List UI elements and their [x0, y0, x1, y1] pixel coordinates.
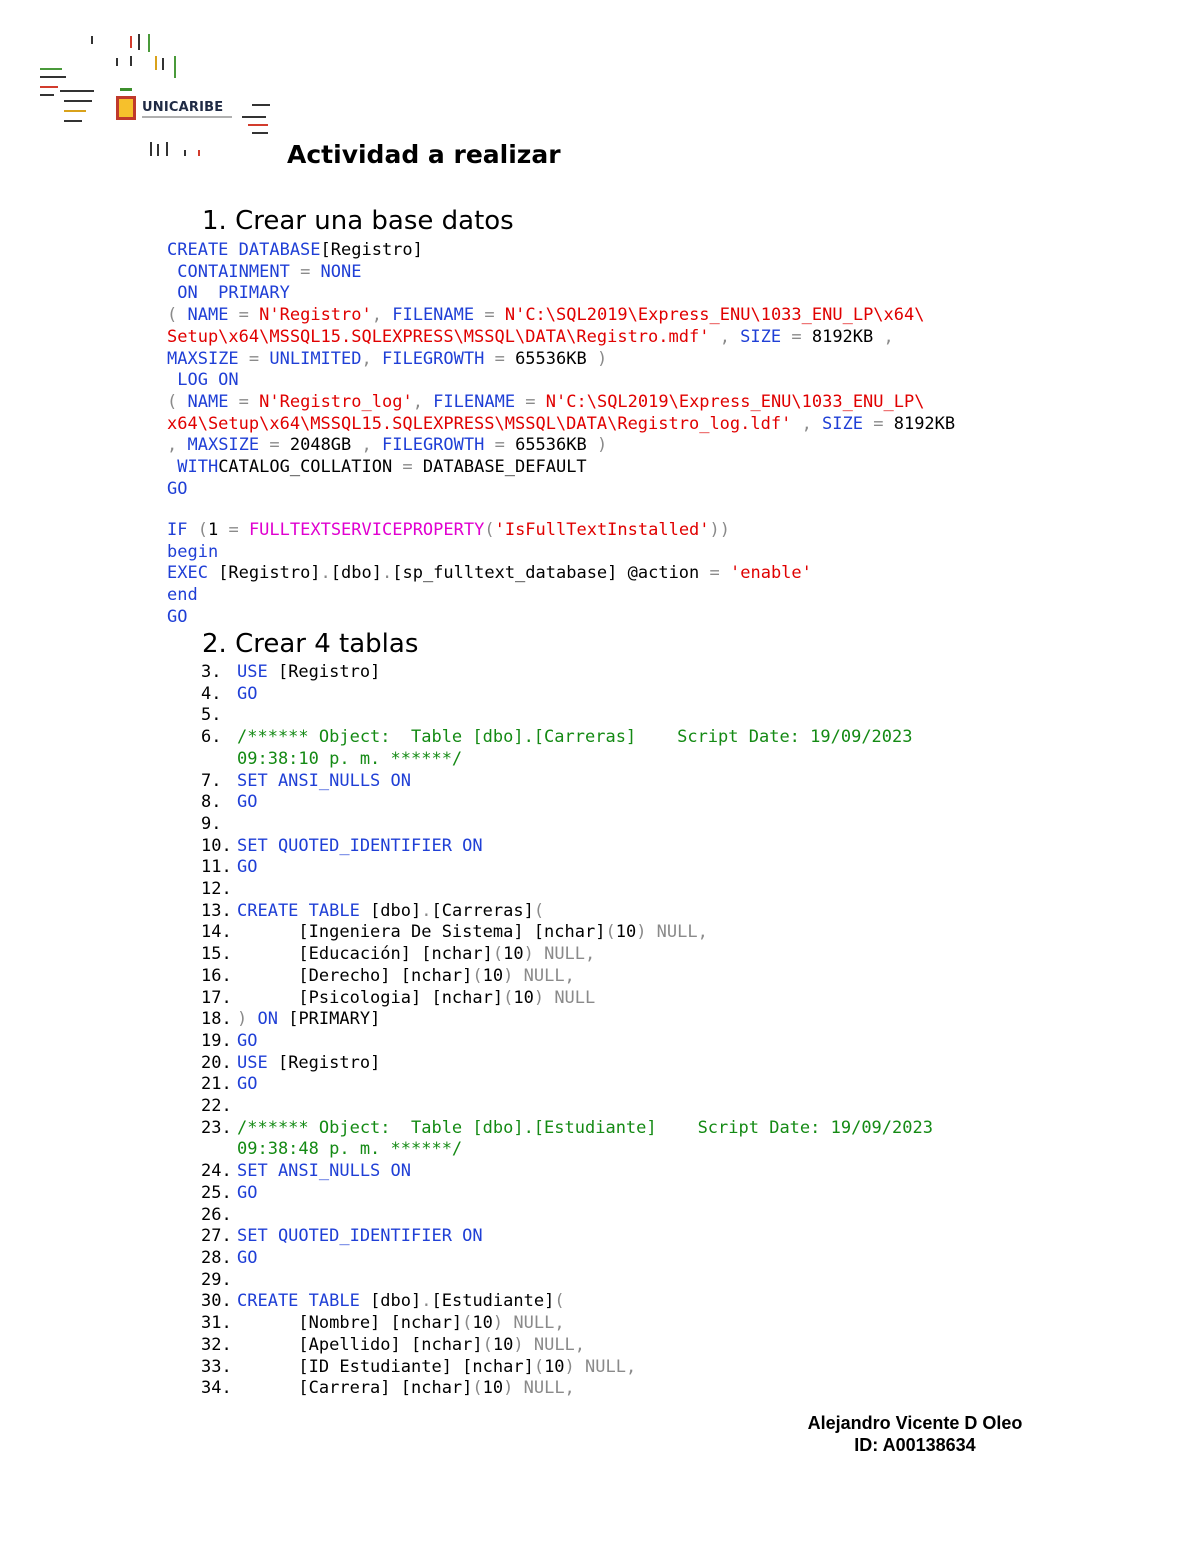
line-content	[237, 966, 575, 988]
code-token: ,	[361, 348, 382, 369]
code-token: [Derecho] [nchar]	[237, 965, 473, 986]
line-content	[237, 901, 544, 923]
code-token: =	[515, 391, 546, 412]
code-token: (	[167, 305, 188, 326]
list-item	[201, 727, 933, 749]
line-content	[237, 1248, 257, 1270]
code-token: =	[474, 305, 505, 326]
code-token: 10	[482, 965, 504, 986]
code-token: IF	[167, 520, 188, 540]
line-number: 17.	[201, 987, 232, 1008]
line-content	[237, 814, 247, 836]
line-content	[237, 1053, 380, 1075]
code-token: SIZE	[740, 326, 782, 347]
list-item	[201, 1031, 933, 1053]
line-content	[237, 1009, 380, 1031]
line-number: 4.	[201, 683, 222, 704]
line-number: 9.	[201, 813, 222, 834]
code-token: /****** Object: Table [dbo].[Carreras] Script Date: 19/09/2023	[237, 727, 913, 748]
code-token: ,	[791, 413, 823, 434]
list-item	[201, 836, 933, 858]
code-line	[167, 435, 955, 457]
code-token: [dbo]	[330, 563, 382, 584]
code-token: [Educación] [nchar]	[237, 944, 493, 965]
list-item	[201, 771, 933, 793]
code-token: NAME	[187, 305, 229, 326]
code-token: ) NULL,	[523, 944, 596, 965]
section-title: Crear 4 tablas	[235, 629, 419, 659]
code-token: (	[482, 1334, 493, 1355]
line-number: 7.	[201, 770, 222, 791]
list-item	[201, 1270, 933, 1292]
line-number: 22.	[201, 1096, 232, 1117]
code-token: 09:38:48 p. m. ******/	[237, 1139, 463, 1160]
code-token: /****** Object: Table [dbo].[Estudiante] Script Date: 19/09/2023	[237, 1117, 933, 1138]
line-content	[237, 1096, 247, 1118]
code-token: (	[187, 520, 208, 540]
code-token: ,	[873, 326, 894, 347]
line-content	[237, 857, 257, 879]
list-item	[201, 879, 933, 901]
line-content	[237, 1357, 636, 1379]
code-token: 10	[482, 1378, 504, 1399]
code-token: CREATE DATABASE	[167, 240, 321, 260]
code-token: 10	[472, 1313, 493, 1334]
logo-tagline	[142, 116, 232, 118]
list-item	[201, 749, 933, 771]
list-item	[201, 1205, 933, 1227]
line-content	[237, 1226, 483, 1248]
code-token: 10	[492, 1334, 514, 1355]
code-line	[167, 349, 955, 371]
code-token: (	[533, 1356, 545, 1377]
line-content	[237, 1270, 247, 1292]
unicaribe-logo	[116, 88, 236, 128]
list-item	[201, 1118, 933, 1140]
code-line	[167, 305, 955, 327]
section-number: 1.	[202, 206, 227, 236]
list-item	[201, 1074, 933, 1096]
code-token: =	[228, 391, 260, 412]
code-token: (	[503, 987, 514, 1008]
code-token: (	[484, 520, 495, 540]
author-name: Alejandro Vicente D Oleo	[807, 1413, 1023, 1433]
code-token: =	[484, 435, 516, 456]
list-item	[201, 988, 933, 1010]
code-token: 10	[513, 987, 534, 1008]
list-item	[201, 792, 933, 814]
code-token: =	[863, 413, 894, 434]
code-token: [Psicologia] [nchar]	[237, 987, 504, 1008]
code-token: NAME	[187, 391, 229, 412]
line-content	[237, 944, 595, 966]
code-token: (	[472, 965, 483, 986]
code-token: 10	[544, 1356, 565, 1377]
code-line	[167, 457, 955, 479]
code-token: [Registro]	[320, 240, 423, 260]
code-token: .	[421, 1291, 432, 1312]
code-token: CATALOG_COLLATION	[218, 457, 393, 478]
list-item	[201, 1183, 933, 1205]
code-token: (	[472, 1378, 483, 1399]
line-content	[237, 1313, 565, 1335]
code-token: .	[381, 563, 393, 584]
code-token: )	[586, 435, 608, 456]
code-token: ,	[412, 391, 434, 412]
code-token: 65536KB	[515, 435, 587, 456]
code-token: =	[484, 348, 516, 369]
code-line	[167, 542, 812, 564]
code-token: .	[421, 900, 432, 921]
code-token: 2048GB	[289, 435, 352, 456]
code-token: SET ANSI_NULLS ON	[237, 1161, 411, 1182]
code-token: NONE	[320, 261, 362, 282]
section-title: Crear una base datos	[235, 206, 514, 236]
code-token: [dbo]	[359, 900, 422, 921]
code-token: 8192KB	[893, 413, 956, 434]
code-token: =	[699, 563, 730, 584]
code-token: [PRIMARY]	[277, 1009, 381, 1030]
code-token: ) NULL,	[503, 965, 575, 986]
code-token: EXEC	[167, 563, 208, 584]
line-number: 30.	[201, 1291, 232, 1312]
code-token: CREATE TABLE	[237, 1291, 360, 1312]
line-number	[201, 749, 237, 771]
code-token: SET ANSI_NULLS ON	[237, 770, 411, 791]
line-number: 16.	[201, 965, 232, 986]
code-token: ,	[371, 305, 393, 326]
code-token: 8192KB	[811, 326, 874, 347]
code-token: 10	[615, 922, 637, 943]
numbered-code-list	[201, 662, 933, 1400]
code-token: WITH	[167, 457, 219, 478]
code-token: =	[289, 261, 321, 282]
code-token: ) NULL,	[564, 1356, 637, 1377]
code-line	[167, 479, 955, 501]
code-token: ) NULL,	[513, 1334, 586, 1355]
code-line	[167, 262, 955, 284]
code-token: N'Registro'	[259, 305, 372, 326]
code-token: ))	[709, 520, 731, 540]
line-content	[237, 1139, 462, 1161]
code-token: GO	[237, 1182, 258, 1203]
code-token: GO	[237, 1247, 258, 1268]
code-token: CONTAINMENT	[167, 261, 290, 282]
code-token: ON PRIMARY	[167, 283, 290, 304]
code-line	[167, 607, 812, 629]
code-token: SIZE	[822, 413, 863, 434]
code-token: )	[586, 348, 608, 369]
code-token: (	[492, 944, 504, 965]
list-item	[201, 1378, 933, 1400]
code-token: [ID Estudiante] [nchar]	[237, 1356, 534, 1377]
code-token: GO	[167, 478, 188, 499]
line-content	[237, 1118, 933, 1140]
code-block-create-database	[167, 240, 955, 500]
line-number: 34.	[201, 1378, 232, 1399]
line-content	[237, 727, 913, 749]
code-token: ) NULL,	[503, 1378, 575, 1399]
code-token: GO	[167, 606, 188, 627]
code-token: =	[228, 305, 260, 326]
code-token: GO	[237, 1030, 258, 1051]
section-number: 2.	[202, 629, 227, 659]
code-token: SET QUOTED_IDENTIFIER ON	[237, 1226, 483, 1247]
list-item	[201, 1248, 933, 1270]
code-line	[167, 414, 955, 436]
line-number: 3.	[201, 662, 222, 682]
line-content	[237, 1183, 257, 1205]
code-token: [Carrera] [nchar]	[237, 1378, 473, 1399]
code-token: GO	[237, 1074, 258, 1095]
code-token: [Registro]	[267, 1052, 381, 1073]
line-content	[237, 879, 247, 901]
line-number: 23.	[201, 1117, 232, 1138]
code-token: 10	[503, 944, 524, 965]
code-token: FULLTEXTSERVICEPROPERTY	[248, 520, 485, 540]
code-token: N'C:\SQL2019\Express_ENU\1033_ENU_LP\	[545, 391, 925, 412]
code-token: =	[259, 435, 290, 456]
code-token: N'C:\SQL2019\Express_ENU\1033_ENU_LP\x64\	[504, 305, 925, 326]
line-content	[237, 836, 483, 858]
list-item	[201, 1161, 933, 1183]
line-content	[237, 684, 257, 706]
code-token: ,	[709, 326, 741, 347]
line-content	[237, 749, 462, 771]
code-token: FILENAME	[433, 391, 516, 412]
line-number: 10.	[201, 835, 232, 856]
code-token: FILEGROWTH	[381, 348, 485, 369]
code-token: end	[167, 585, 198, 606]
code-line	[167, 327, 955, 349]
code-token: LOG ON	[167, 370, 239, 391]
code-token: Setup\x64\MSSQL15.SQLEXPRESS\MSSQL\DATA\Registro.mdf'	[167, 326, 710, 347]
line-number: 14.	[201, 922, 232, 943]
list-item	[201, 857, 933, 879]
list-item	[201, 684, 933, 706]
line-number: 11.	[201, 857, 232, 878]
code-token: [Carreras]	[431, 900, 534, 921]
line-number: 29.	[201, 1269, 232, 1290]
code-token: (	[167, 391, 188, 412]
code-token: MAXSIZE	[167, 348, 239, 369]
list-item	[201, 1226, 933, 1248]
logo-name: UNICARIBE	[142, 100, 224, 115]
code-token: (	[554, 1291, 565, 1312]
line-content	[237, 1335, 585, 1357]
line-content	[237, 1378, 575, 1400]
code-token: MAXSIZE	[187, 435, 260, 456]
list-item	[201, 901, 933, 923]
line-content	[237, 1205, 247, 1227]
code-token: ) NULL,	[492, 1313, 565, 1334]
code-token: SET QUOTED_IDENTIFIER ON	[237, 835, 483, 856]
line-number: 32.	[201, 1334, 232, 1355]
code-token: [Registro]	[207, 563, 321, 584]
list-item	[201, 1357, 933, 1379]
code-token: (	[462, 1313, 473, 1334]
code-token: (	[533, 900, 545, 921]
code-line	[167, 563, 812, 585]
code-line	[167, 392, 955, 414]
line-number: 15.	[201, 944, 232, 965]
list-item	[201, 966, 933, 988]
code-token: =	[238, 348, 270, 369]
line-content	[237, 1074, 257, 1096]
code-token: [Registro]	[267, 662, 381, 682]
code-token: 'enable'	[730, 563, 812, 584]
code-token: ON	[257, 1009, 278, 1030]
section-heading-2	[202, 629, 418, 659]
line-number: 26.	[201, 1204, 232, 1225]
code-line	[167, 585, 812, 607]
code-block-fulltext	[167, 520, 812, 629]
list-item	[201, 1291, 933, 1313]
line-number: 33.	[201, 1356, 232, 1377]
list-item	[201, 1335, 933, 1357]
code-token: 'IsFullTextInstalled'	[494, 520, 710, 540]
line-content	[237, 705, 247, 727]
line-number: 25.	[201, 1182, 232, 1203]
code-token: [sp_fulltext_database] @action	[392, 563, 700, 584]
line-number: 21.	[201, 1074, 232, 1095]
section-heading-1	[202, 206, 514, 236]
line-number: 6.	[201, 727, 222, 748]
code-token: FILENAME	[392, 305, 475, 326]
code-token: N'Registro_log'	[259, 391, 413, 412]
code-token: USE	[237, 1052, 268, 1073]
line-content	[237, 792, 257, 814]
code-token: [Nombre] [nchar]	[237, 1313, 463, 1334]
code-token: ,	[167, 435, 188, 456]
code-token: =	[392, 457, 423, 478]
code-token: ) NULL	[533, 987, 596, 1008]
code-token: USE	[237, 662, 268, 682]
code-token: GO	[237, 792, 258, 813]
line-number: 27.	[201, 1226, 232, 1247]
line-content	[237, 988, 595, 1010]
code-token: FILEGROWTH	[382, 435, 485, 456]
code-token: .	[320, 563, 331, 584]
list-item	[201, 705, 933, 727]
line-number: 13.	[201, 900, 232, 921]
code-token: 1	[207, 520, 219, 540]
line-number: 28.	[201, 1247, 232, 1268]
code-token: [dbo]	[359, 1291, 422, 1312]
code-token: =	[218, 520, 249, 540]
line-number: 19.	[201, 1030, 232, 1051]
line-number: 31.	[201, 1313, 232, 1334]
line-number: 8.	[201, 792, 222, 813]
page-title: Actividad a realizar	[287, 140, 561, 169]
code-token: CREATE TABLE	[237, 900, 360, 921]
list-item	[201, 1009, 933, 1031]
line-content	[237, 1031, 257, 1053]
code-token: DATABASE_DEFAULT	[422, 457, 587, 478]
code-token: [Estudiante]	[431, 1291, 555, 1312]
line-number: 20.	[201, 1052, 232, 1073]
list-item	[201, 1313, 933, 1335]
code-token: [Ingeniera De Sistema] [nchar]	[237, 922, 606, 943]
code-line	[167, 370, 955, 392]
logo-mark-icon	[116, 96, 136, 120]
code-token: =	[781, 326, 812, 347]
code-token: ) NULL,	[636, 922, 708, 943]
list-item	[201, 662, 933, 684]
code-line	[167, 283, 955, 305]
line-number: 24.	[201, 1161, 232, 1182]
code-line	[167, 240, 955, 262]
line-content	[237, 1291, 565, 1313]
list-item	[201, 922, 933, 944]
code-token: )	[237, 1009, 258, 1030]
line-number: 12.	[201, 879, 232, 900]
line-number	[201, 1139, 237, 1161]
code-token: x64\Setup\x64\MSSQL15.SQLEXPRESS\MSSQL\DATA\Registro_log.ldf'	[167, 413, 792, 434]
code-line	[167, 520, 812, 542]
list-item	[201, 1053, 933, 1075]
line-number: 5.	[201, 705, 222, 726]
author-block	[760, 1412, 1070, 1456]
list-item	[201, 1096, 933, 1118]
code-token: ,	[351, 435, 382, 456]
code-token: begin	[167, 541, 219, 562]
code-token: [Apellido] [nchar]	[237, 1334, 483, 1355]
code-token: (	[605, 922, 616, 943]
code-token: UNLIMITED	[269, 348, 362, 369]
author-id: ID: A00138634	[854, 1435, 976, 1455]
code-token: 65536KB	[515, 348, 587, 369]
line-content	[237, 662, 380, 684]
list-item	[201, 1139, 933, 1161]
code-token: 09:38:10 p. m. ******/	[237, 748, 463, 769]
line-content	[237, 922, 708, 944]
code-token: GO	[237, 857, 258, 878]
line-number: 18.	[201, 1009, 232, 1030]
list-item	[201, 944, 933, 966]
line-content	[237, 1161, 411, 1183]
code-token: GO	[237, 683, 258, 704]
list-item	[201, 814, 933, 836]
line-content	[237, 771, 411, 793]
